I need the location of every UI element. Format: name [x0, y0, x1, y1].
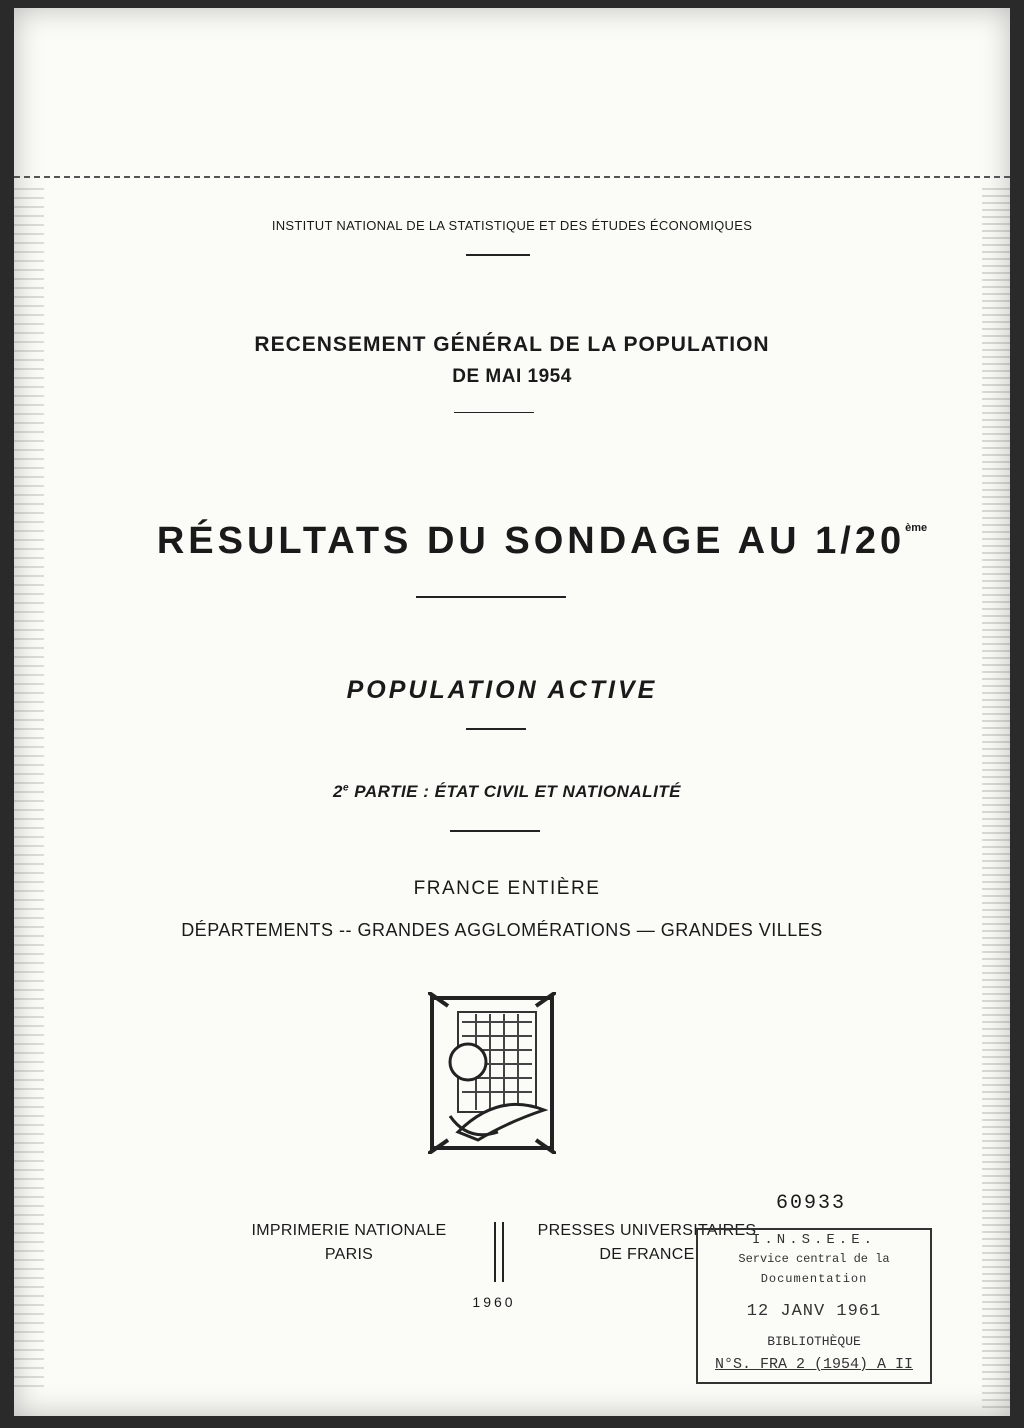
institute-name: INSTITUT NATIONAL DE LA STATISTIQUE ET DES ÉTUDES ÉCONOMIQUES [271, 218, 753, 233]
census-title-line2: DE MAI 1954 [452, 366, 572, 387]
publisher-right-line1: PRESSES UNIVERSITAIRES [537, 1222, 757, 1239]
divider [466, 254, 530, 256]
subtitle: POPULATION ACTIVE [346, 676, 658, 704]
library-stamp [696, 1228, 932, 1384]
publisher-separator [494, 1222, 504, 1282]
document-page [14, 8, 1010, 1416]
main-title-text: RÉSULTATS DU SONDAGE AU 1/20 [156, 520, 906, 562]
publisher-right-line2: DE FRANCE [599, 1246, 695, 1263]
stamp-line5: BIBLIOTHÈQUE [767, 1334, 861, 1349]
emblem-icon [428, 992, 556, 1154]
publisher-left-line1: IMPRIMERIE NATIONALE [251, 1222, 447, 1239]
census-title-line1: RECENSEMENT GÉNÉRAL DE LA POPULATION [254, 333, 770, 356]
stamp-line3: Documentation [760, 1272, 868, 1286]
publication-year: 1960 [472, 1294, 516, 1310]
divider [466, 728, 526, 730]
stamp-call-number: N°S. FRA 2 (1954) A II [714, 1356, 914, 1373]
part-text: PARTIE : ÉTAT CIVIL ET NATIONALITÉ [349, 782, 682, 801]
scope-line1: FRANCE ENTIÈRE [413, 878, 601, 899]
divider [454, 412, 534, 413]
part-number-suffix: e [342, 782, 350, 794]
main-title-suffix: ème [905, 522, 928, 534]
accession-number: 60933 [776, 1192, 847, 1215]
publisher-left [204, 1222, 494, 1264]
part-heading [4, 782, 1010, 802]
stamp-date: 12 JANV 1961 [746, 1302, 882, 1321]
divider [416, 596, 566, 598]
publisher-left-line2: PARIS [324, 1246, 374, 1263]
main-title [74, 520, 1010, 563]
scope-line2: DÉPARTEMENTS -- GRANDES AGGLOMÉRATIONS — GRANDES VILLES [181, 920, 823, 940]
stamp-line2: Service central de la [738, 1252, 890, 1266]
stamp-line1: I.N.S.E.E. [751, 1232, 876, 1248]
divider [450, 830, 540, 832]
fold-line [14, 176, 1010, 178]
part-number: 2 [332, 782, 343, 801]
